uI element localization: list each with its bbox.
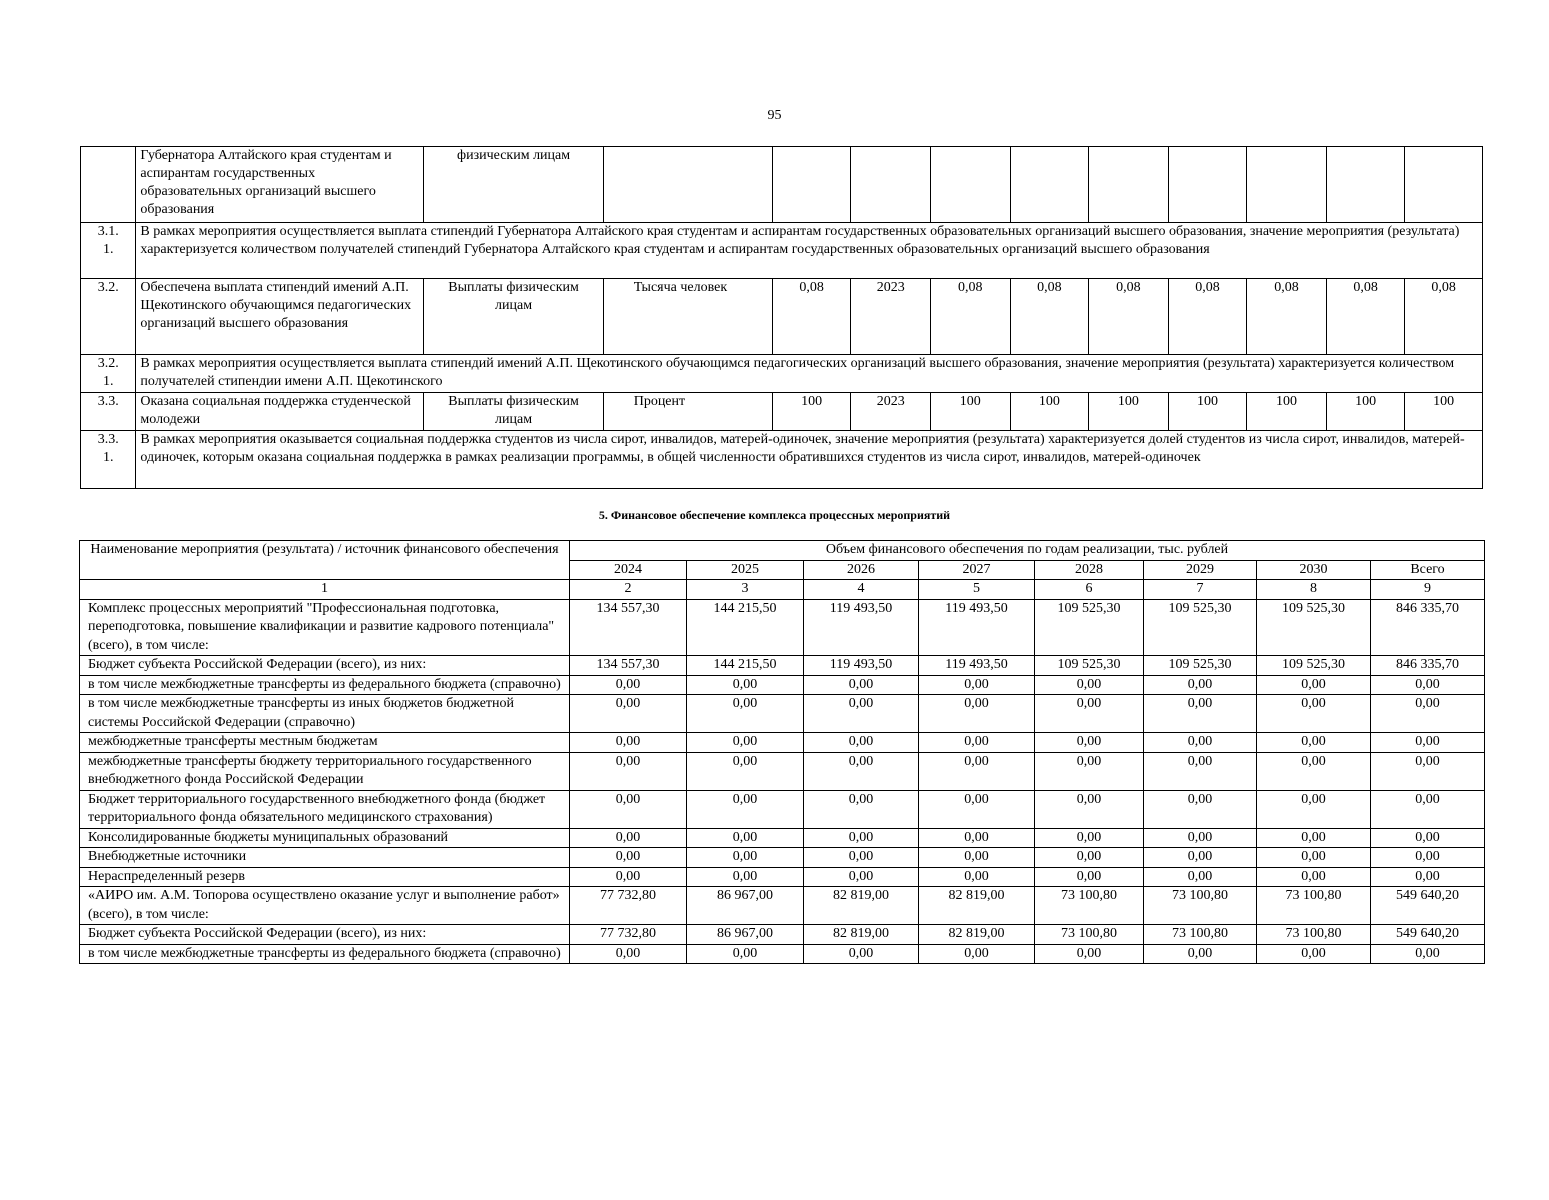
amount-cell: 0,00 bbox=[1035, 752, 1144, 790]
amount-cell: 82 819,00 bbox=[804, 887, 919, 925]
amount-cell: 0,00 bbox=[804, 675, 919, 695]
year-header-cell: 2030 bbox=[1257, 560, 1371, 580]
description-cell: В рамках мероприятия осуществляется выплата стипендий Губернатора Алтайского края студентам и аспирантам государственных образовательных организаций высшего образования, значение мероприятия (результата) характеризуется количеством получателей стипендий Губернатора Алтайского края студентам и аспирантам государственных образовательных организаций высшего образования bbox=[136, 223, 1483, 279]
amount-cell: 109 525,30 bbox=[1257, 656, 1371, 676]
amount-cell: 86 967,00 bbox=[687, 925, 804, 945]
amount-cell: 0,00 bbox=[1257, 733, 1371, 753]
amount-cell: 0,00 bbox=[1257, 944, 1371, 964]
amount-cell: 134 557,30 bbox=[570, 599, 687, 656]
description-cell: В рамках мероприятия осуществляется выплата стипендий имений А.П. Щекотинского обучающимся педагогических организаций высшего образования, значение мероприятия (результата) характеризуется количеством получателей стипендии имени А.П. Щекотинского bbox=[136, 355, 1483, 393]
amount-cell: 0,00 bbox=[1035, 675, 1144, 695]
amount-cell: 109 525,30 bbox=[1144, 656, 1257, 676]
table-row bbox=[81, 355, 1483, 393]
amount-cell: 0,00 bbox=[804, 867, 919, 887]
header-name-cell: Наименование мероприятия (результата) / источник финансового обеспечения bbox=[80, 541, 570, 580]
amount-cell: 0,00 bbox=[570, 848, 687, 868]
value-2030-cell: 0,08 bbox=[1405, 279, 1483, 355]
row-number-cell bbox=[81, 147, 136, 223]
amount-cell: 0,00 bbox=[1035, 944, 1144, 964]
page-number: 95 bbox=[767, 108, 782, 123]
value-2024-cell: 100 bbox=[931, 393, 1011, 431]
amount-cell: 0,00 bbox=[1371, 867, 1485, 887]
amount-cell: 0,00 bbox=[1257, 695, 1371, 733]
value-2026-cell: 100 bbox=[1089, 393, 1169, 431]
finance-colnum-row bbox=[80, 580, 1485, 600]
amount-cell: 109 525,30 bbox=[1257, 599, 1371, 656]
amount-cell: 0,00 bbox=[919, 733, 1035, 753]
table-row bbox=[80, 733, 1485, 753]
value-2025-cell: 100 bbox=[1010, 393, 1089, 431]
amount-cell: 77 732,80 bbox=[570, 887, 687, 925]
finance-source-name-cell: Консолидированные бюджеты муниципальных образований bbox=[80, 828, 570, 848]
amount-cell: 0,00 bbox=[1257, 675, 1371, 695]
table-row bbox=[81, 223, 1483, 279]
amount-cell: 0,00 bbox=[687, 675, 804, 695]
amount-cell: 0,00 bbox=[1035, 867, 1144, 887]
value-2029-cell: 0,08 bbox=[1326, 279, 1405, 355]
amount-cell: 86 967,00 bbox=[687, 887, 804, 925]
amount-cell: 0,00 bbox=[1371, 944, 1485, 964]
amount-cell: 0,00 bbox=[919, 867, 1035, 887]
amount-cell: 0,00 bbox=[1371, 848, 1485, 868]
column-number-cell: 4 bbox=[804, 580, 919, 600]
finance-source-name-cell: межбюджетные трансферты бюджету территориального государственного внебюджетного фонда Российской Федерации bbox=[80, 752, 570, 790]
description-cell: В рамках мероприятия оказывается социальная поддержка студентов из числа сирот, инвалидов, матерей-одиночек, значение мероприятия (результата) характеризуется долей студентов из числа сирот, инвалидов, матерей-одиночек, которым оказана социальная поддержка в рамках реализации программы, в общей численности обратившихся студентов из числа сирот, инвалидов, матерей-одиночек bbox=[136, 431, 1483, 489]
table-row bbox=[80, 752, 1485, 790]
section-title: 5. Финансовое обеспечение комплекса процессных мероприятий bbox=[598, 508, 951, 522]
year-header-cell: 2028 bbox=[1035, 560, 1144, 580]
type-cell: физическим лицам bbox=[424, 147, 603, 223]
row-number-cell: 3.1. 1. bbox=[81, 223, 136, 279]
amount-cell: 119 493,50 bbox=[804, 656, 919, 676]
table-row bbox=[81, 279, 1483, 355]
results-table-body bbox=[81, 147, 1483, 489]
amount-cell: 0,00 bbox=[570, 695, 687, 733]
amount-cell: 0,00 bbox=[1257, 790, 1371, 828]
table-row bbox=[80, 828, 1485, 848]
unit-cell bbox=[603, 147, 772, 223]
column-number-cell: 5 bbox=[919, 580, 1035, 600]
value-2026-cell bbox=[1089, 147, 1169, 223]
amount-cell: 144 215,50 bbox=[687, 656, 804, 676]
value-2024-cell: 0,08 bbox=[931, 279, 1011, 355]
table-row bbox=[81, 393, 1483, 431]
amount-cell: 73 100,80 bbox=[1257, 925, 1371, 945]
amount-cell: 846 335,70 bbox=[1371, 656, 1485, 676]
amount-cell: 109 525,30 bbox=[1035, 656, 1144, 676]
amount-cell: 0,00 bbox=[1371, 828, 1485, 848]
amount-cell: 0,00 bbox=[570, 790, 687, 828]
amount-cell: 82 819,00 bbox=[804, 925, 919, 945]
amount-cell: 0,00 bbox=[804, 695, 919, 733]
value-2025-cell: 0,08 bbox=[1010, 279, 1089, 355]
result-name-cell: Обеспечена выплата стипендий имений А.П. Щекотинского обучающимся педагогических организаций высшего образования bbox=[136, 279, 424, 355]
table-row bbox=[80, 944, 1485, 964]
amount-cell: 549 640,20 bbox=[1371, 925, 1485, 945]
base-value-cell: 0,08 bbox=[772, 279, 851, 355]
finance-source-name-cell: Бюджет субъекта Российской Федерации (всего), из них: bbox=[80, 925, 570, 945]
amount-cell: 0,00 bbox=[919, 675, 1035, 695]
finance-source-name-cell: межбюджетные трансферты местным бюджетам bbox=[80, 733, 570, 753]
table-row bbox=[80, 656, 1485, 676]
results-table bbox=[80, 146, 1483, 489]
amount-cell: 0,00 bbox=[1144, 867, 1257, 887]
finance-table bbox=[79, 540, 1485, 964]
finance-header-row bbox=[80, 541, 1485, 561]
amount-cell: 82 819,00 bbox=[919, 925, 1035, 945]
value-2027-cell: 0,08 bbox=[1168, 279, 1247, 355]
column-number-cell: 8 bbox=[1257, 580, 1371, 600]
value-2029-cell bbox=[1326, 147, 1405, 223]
amount-cell: 73 100,80 bbox=[1035, 887, 1144, 925]
amount-cell: 0,00 bbox=[919, 848, 1035, 868]
year-header-cell: 2025 bbox=[687, 560, 804, 580]
row-number-cell: 3.3. bbox=[81, 393, 136, 431]
amount-cell: 0,00 bbox=[919, 695, 1035, 733]
amount-cell: 73 100,80 bbox=[1257, 887, 1371, 925]
value-2028-cell: 100 bbox=[1247, 393, 1327, 431]
amount-cell: 0,00 bbox=[1371, 695, 1485, 733]
row-number-cell: 3.2. 1. bbox=[81, 355, 136, 393]
table-row bbox=[80, 695, 1485, 733]
amount-cell: 0,00 bbox=[1144, 752, 1257, 790]
type-cell: Выплаты физическим лицам bbox=[424, 393, 603, 431]
amount-cell: 0,00 bbox=[570, 675, 687, 695]
amount-cell: 0,00 bbox=[804, 944, 919, 964]
amount-cell: 0,00 bbox=[1257, 828, 1371, 848]
amount-cell: 846 335,70 bbox=[1371, 599, 1485, 656]
column-number-cell: 2 bbox=[570, 580, 687, 600]
finance-source-name-cell: Нераспределенный резерв bbox=[80, 867, 570, 887]
base-year-cell: 2023 bbox=[851, 279, 931, 355]
amount-cell: 0,00 bbox=[687, 733, 804, 753]
amount-cell: 73 100,80 bbox=[1144, 887, 1257, 925]
column-number-cell: 7 bbox=[1144, 580, 1257, 600]
finance-source-name-cell: Бюджет субъекта Российской Федерации (всего), из них: bbox=[80, 656, 570, 676]
table-row bbox=[80, 599, 1485, 656]
table-row bbox=[80, 887, 1485, 925]
amount-cell: 82 819,00 bbox=[919, 887, 1035, 925]
finance-source-name-cell: в том числе межбюджетные трансферты из иных бюджетов бюджетной системы Российской Федерации (справочно) bbox=[80, 695, 570, 733]
amount-cell: 0,00 bbox=[570, 828, 687, 848]
amount-cell: 144 215,50 bbox=[687, 599, 804, 656]
unit-cell: Процент bbox=[603, 393, 772, 431]
base-value-cell: 100 bbox=[772, 393, 851, 431]
amount-cell: 0,00 bbox=[1144, 828, 1257, 848]
amount-cell: 549 640,20 bbox=[1371, 887, 1485, 925]
amount-cell: 0,00 bbox=[1371, 790, 1485, 828]
header-volume-cell: Объем финансового обеспечения по годам реализации, тыс. рублей bbox=[570, 541, 1485, 561]
value-2027-cell: 100 bbox=[1168, 393, 1247, 431]
value-2028-cell bbox=[1247, 147, 1327, 223]
base-value-cell bbox=[772, 147, 851, 223]
year-header-cell: Всего bbox=[1371, 560, 1485, 580]
amount-cell: 0,00 bbox=[1371, 675, 1485, 695]
amount-cell: 109 525,30 bbox=[1144, 599, 1257, 656]
finance-source-name-cell: «АИРО им. А.М. Топорова осуществлено оказание услуг и выполнение работ» (всего), в том числе: bbox=[80, 887, 570, 925]
amount-cell: 0,00 bbox=[687, 695, 804, 733]
table-row bbox=[80, 675, 1485, 695]
amount-cell: 0,00 bbox=[1035, 790, 1144, 828]
amount-cell: 0,00 bbox=[1144, 695, 1257, 733]
amount-cell: 0,00 bbox=[1035, 695, 1144, 733]
amount-cell: 0,00 bbox=[919, 944, 1035, 964]
amount-cell: 0,00 bbox=[1257, 752, 1371, 790]
amount-cell: 0,00 bbox=[1371, 733, 1485, 753]
table-row bbox=[81, 431, 1483, 489]
table-row bbox=[80, 790, 1485, 828]
amount-cell: 0,00 bbox=[1035, 848, 1144, 868]
amount-cell: 119 493,50 bbox=[919, 599, 1035, 656]
amount-cell: 0,00 bbox=[1035, 733, 1144, 753]
amount-cell: 0,00 bbox=[1257, 848, 1371, 868]
type-cell: Выплаты физическим лицам bbox=[424, 279, 603, 355]
finance-source-name-cell: Комплекс процессных мероприятий "Профессиональная подготовка, переподготовка, повышение квалификации и развитие кадрового потенциала" (всего), в том числе: bbox=[80, 599, 570, 656]
table-row bbox=[81, 147, 1483, 223]
value-2025-cell bbox=[1010, 147, 1089, 223]
result-name-cell: Губернатора Алтайского края студентам и аспирантам государственных образовательных организаций высшего образования bbox=[136, 147, 424, 223]
amount-cell: 109 525,30 bbox=[1035, 599, 1144, 656]
row-number-cell: 3.2. bbox=[81, 279, 136, 355]
amount-cell: 0,00 bbox=[687, 752, 804, 790]
table-row bbox=[80, 867, 1485, 887]
amount-cell: 0,00 bbox=[1371, 752, 1485, 790]
amount-cell: 0,00 bbox=[687, 828, 804, 848]
value-2028-cell: 0,08 bbox=[1247, 279, 1327, 355]
value-2024-cell bbox=[931, 147, 1011, 223]
column-number-cell: 1 bbox=[80, 580, 570, 600]
amount-cell: 73 100,80 bbox=[1144, 925, 1257, 945]
amount-cell: 0,00 bbox=[804, 733, 919, 753]
finance-source-name-cell: Бюджет территориального государственного внебюджетного фонда (бюджет территориального фонда обязательного медицинского страхования) bbox=[80, 790, 570, 828]
value-2026-cell: 0,08 bbox=[1089, 279, 1169, 355]
year-header-cell: 2029 bbox=[1144, 560, 1257, 580]
result-name-cell: Оказана социальная поддержка студенческой молодежи bbox=[136, 393, 424, 431]
value-2030-cell: 100 bbox=[1405, 393, 1483, 431]
amount-cell: 0,00 bbox=[570, 944, 687, 964]
amount-cell: 119 493,50 bbox=[804, 599, 919, 656]
amount-cell: 0,00 bbox=[1144, 790, 1257, 828]
amount-cell: 134 557,30 bbox=[570, 656, 687, 676]
amount-cell: 0,00 bbox=[687, 867, 804, 887]
value-2029-cell: 100 bbox=[1326, 393, 1405, 431]
amount-cell: 0,00 bbox=[1144, 848, 1257, 868]
unit-cell: Тысяча человек bbox=[603, 279, 772, 355]
amount-cell: 0,00 bbox=[1257, 867, 1371, 887]
base-year-cell: 2023 bbox=[851, 393, 931, 431]
amount-cell: 0,00 bbox=[919, 828, 1035, 848]
amount-cell: 0,00 bbox=[804, 790, 919, 828]
amount-cell: 0,00 bbox=[1035, 828, 1144, 848]
amount-cell: 0,00 bbox=[570, 867, 687, 887]
column-number-cell: 6 bbox=[1035, 580, 1144, 600]
finance-source-name-cell: Внебюджетные источники bbox=[80, 848, 570, 868]
finance-table-body bbox=[80, 599, 1485, 964]
amount-cell: 0,00 bbox=[1144, 733, 1257, 753]
amount-cell: 0,00 bbox=[570, 733, 687, 753]
table-row bbox=[80, 848, 1485, 868]
amount-cell: 0,00 bbox=[1144, 944, 1257, 964]
amount-cell: 0,00 bbox=[919, 752, 1035, 790]
amount-cell: 0,00 bbox=[919, 790, 1035, 828]
value-2027-cell bbox=[1168, 147, 1247, 223]
year-header-cell: 2024 bbox=[570, 560, 687, 580]
amount-cell: 0,00 bbox=[687, 848, 804, 868]
finance-source-name-cell: в том числе межбюджетные трансферты из федерального бюджета (справочно) bbox=[80, 675, 570, 695]
amount-cell: 119 493,50 bbox=[919, 656, 1035, 676]
amount-cell: 0,00 bbox=[1144, 675, 1257, 695]
column-number-cell: 9 bbox=[1371, 580, 1485, 600]
amount-cell: 73 100,80 bbox=[1035, 925, 1144, 945]
amount-cell: 0,00 bbox=[687, 790, 804, 828]
row-number-cell: 3.3. 1. bbox=[81, 431, 136, 489]
amount-cell: 0,00 bbox=[804, 752, 919, 790]
year-header-cell: 2027 bbox=[919, 560, 1035, 580]
year-header-cell: 2026 bbox=[804, 560, 919, 580]
finance-source-name-cell: в том числе межбюджетные трансферты из федерального бюджета (справочно) bbox=[80, 944, 570, 964]
column-number-cell: 3 bbox=[687, 580, 804, 600]
amount-cell: 0,00 bbox=[687, 944, 804, 964]
amount-cell: 0,00 bbox=[804, 828, 919, 848]
amount-cell: 0,00 bbox=[804, 848, 919, 868]
amount-cell: 77 732,80 bbox=[570, 925, 687, 945]
amount-cell: 0,00 bbox=[570, 752, 687, 790]
base-year-cell bbox=[851, 147, 931, 223]
value-2030-cell bbox=[1405, 147, 1483, 223]
table-row bbox=[80, 925, 1485, 945]
